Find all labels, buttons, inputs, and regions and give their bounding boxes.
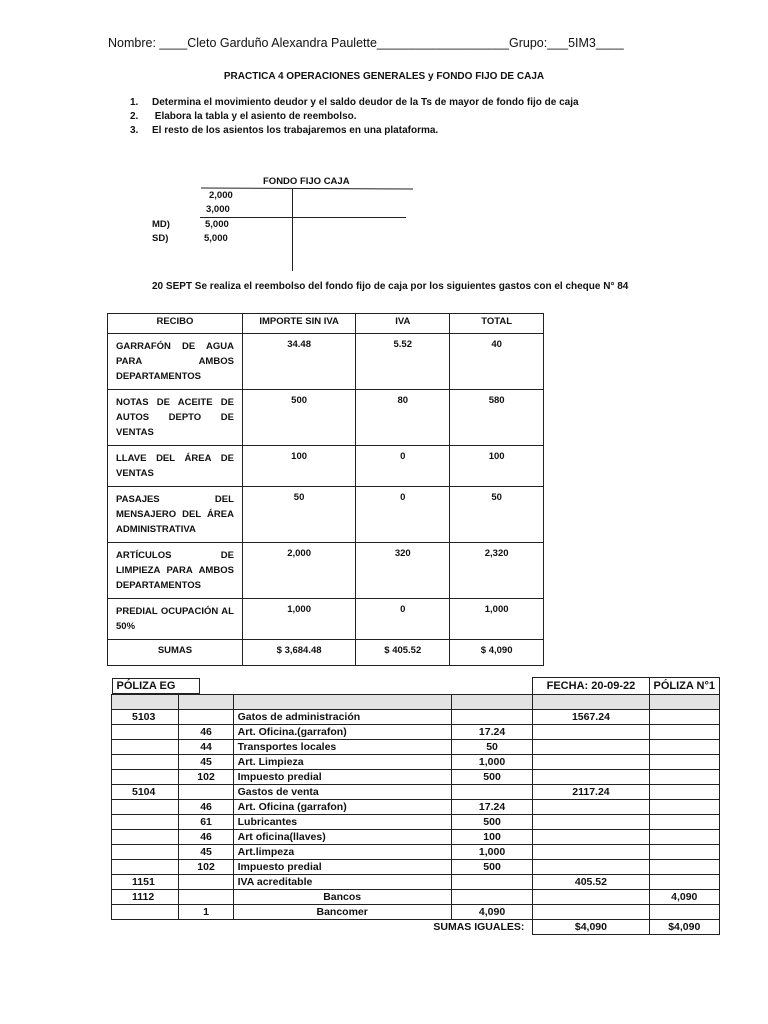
md-label: MD) [152, 219, 170, 230]
subcuenta-cell: 45 [179, 844, 233, 859]
total-cell: 40 [450, 334, 544, 390]
total-cell: 1,000 [450, 599, 544, 640]
concepto-cell: Gatos de administración [233, 709, 451, 724]
cuenta-cell [112, 739, 179, 754]
t-account-debit: 2,000 [209, 190, 233, 201]
cuenta-cell [112, 754, 179, 769]
cuenta-cell [112, 769, 179, 784]
table-row [108, 446, 544, 487]
debe-cell [533, 769, 649, 784]
debe-cell [533, 859, 649, 874]
recibo-cell: ARTÍCULOS DE LIMPIEZA PARA AMBOS DEPARTAMENTOS [108, 543, 243, 599]
concepto-cell: Gastos de venta [233, 784, 451, 799]
parcial-cell: 100 [451, 829, 533, 844]
poliza-sums-row [112, 919, 720, 934]
table-row [112, 769, 720, 784]
subcuenta-cell [179, 889, 233, 904]
importe-cell: 1,000 [242, 599, 355, 640]
recibos-table [107, 313, 544, 666]
importe-cell: 100 [242, 446, 355, 487]
importe-cell: 50 [242, 487, 355, 543]
subcuenta-cell: 61 [179, 814, 233, 829]
parcial-cell: 50 [451, 739, 533, 754]
concepto-cell: Art oficina(llaves) [233, 829, 451, 844]
cuenta-cell: 1112 [112, 889, 179, 904]
header-total: TOTAL [450, 314, 544, 334]
sums-label: SUMAS [108, 640, 243, 666]
table-row [108, 543, 544, 599]
parcial-cell [451, 784, 533, 799]
cuenta-cell: 1151 [112, 874, 179, 889]
debe-cell [533, 889, 649, 904]
total-cell: 2,320 [450, 543, 544, 599]
iva-cell: 320 [356, 543, 450, 599]
concepto-cell: Impuesto predial [233, 769, 451, 784]
cuenta-cell: 5103 [112, 709, 179, 724]
table-row [112, 799, 720, 814]
cuenta-cell [112, 799, 179, 814]
importe-cell: 2,000 [242, 543, 355, 599]
cuenta-cell [112, 904, 179, 919]
header-recibo: RECIBO [108, 314, 243, 334]
table-row [108, 334, 544, 390]
haber-cell [649, 904, 720, 919]
sums-iva: $ 405.52 [356, 640, 450, 666]
total-cell: 100 [450, 446, 544, 487]
instruction-text: Determina el movimiento deudor y el saldo deudor de la Ts de mayor de fondo fijo de caja [152, 97, 579, 108]
header-importe: IMPORTE SIN IVA [242, 314, 355, 334]
importe-cell: 500 [242, 390, 355, 446]
debe-cell: 2117.24 [533, 784, 649, 799]
parcial-cell: 500 [451, 859, 533, 874]
debe-cell [533, 799, 649, 814]
parcial-cell: 17.24 [451, 724, 533, 739]
instruction-text: Elabora la tabla y el asiento de reembolso. [152, 111, 357, 122]
parcial-cell: 17.24 [451, 799, 533, 814]
sums-importe: $ 3,684.48 [242, 640, 355, 666]
cuenta-cell: 5104 [112, 784, 179, 799]
cuenta-cell [112, 814, 179, 829]
recibo-cell: PASAJES DEL MENSAJERO DEL ÁREA ADMINISTRATIVA [108, 487, 243, 543]
parcial-cell: 1,000 [451, 754, 533, 769]
t-account-debit: 3,000 [206, 204, 230, 215]
subcuenta-cell [179, 709, 233, 724]
concepto-cell: Art.limpeza [233, 844, 451, 859]
poliza-numero: PÓLIZA N°1 [649, 678, 720, 695]
table-row [112, 724, 720, 739]
haber-cell [649, 874, 720, 889]
table-row [112, 754, 720, 769]
debe-cell [533, 829, 649, 844]
haber-cell [649, 724, 720, 739]
concepto-cell: Bancos [233, 889, 451, 904]
haber-cell [649, 769, 720, 784]
sumas-iguales-label: SUMAS IGUALES: [433, 920, 525, 933]
haber-cell [649, 709, 720, 724]
subcuenta-cell: 1 [179, 904, 233, 919]
recibo-cell: NOTAS DE ACEITE DE AUTOS DEPTO DE VENTAS [108, 390, 243, 446]
concepto-cell: Lubricantes [233, 814, 451, 829]
t-account-top-line [201, 187, 413, 189]
t-account-vertical-line [292, 189, 293, 271]
cuenta-cell [112, 844, 179, 859]
sumas-debe: $4,090 [533, 919, 649, 934]
haber-cell [649, 784, 720, 799]
debe-cell [533, 754, 649, 769]
sd-label: SD) [152, 233, 169, 244]
iva-cell: 0 [356, 446, 450, 487]
total-cell: 580 [450, 390, 544, 446]
poliza-fecha: FECHA: 20-09-22 [533, 678, 649, 695]
recibo-cell: PREDIAL OCUPACIÓN AL 50% [108, 599, 243, 640]
reembolso-statement: 20 SEPT Se realiza el reembolso del fondo fijo de caja por los siguientes gastos con el cheque N° 84 [152, 281, 629, 292]
concepto-cell: Bancomer [233, 904, 451, 919]
cuenta-cell [112, 724, 179, 739]
subcuenta-cell: 46 [179, 724, 233, 739]
table-row [112, 889, 720, 904]
debe-cell [533, 724, 649, 739]
parcial-cell: 500 [451, 769, 533, 784]
iva-cell: 80 [356, 390, 450, 446]
instruction-number: 1. [130, 97, 139, 108]
header-iva: IVA [356, 314, 450, 334]
iva-cell: 0 [356, 487, 450, 543]
debe-cell [533, 814, 649, 829]
debe-cell [533, 739, 649, 754]
concepto-cell: Transportes locales [233, 739, 451, 754]
page-title: PRACTICA 4 OPERACIONES GENERALES y FONDO FIJO DE CAJA [223, 71, 545, 82]
poliza-table [111, 677, 720, 935]
table-row [108, 599, 544, 640]
subcuenta-cell: 102 [179, 769, 233, 784]
instruction-text: El resto de los asientos los trabajaremos en una plataforma. [152, 125, 439, 136]
poliza-label: PÓLIZA EG [112, 678, 200, 694]
haber-cell [649, 814, 720, 829]
parcial-cell: 500 [451, 814, 533, 829]
sums-total: $ 4,090 [450, 640, 544, 666]
subcuenta-cell: 45 [179, 754, 233, 769]
importe-cell: 34.48 [242, 334, 355, 390]
table-row [112, 784, 720, 799]
student-name-line: Nombre: ____Cleto Garduño Alexandra Paulette___________________Grupo:___5IM3____ [108, 36, 624, 50]
recibo-cell: GARRAFÓN DE AGUA PARA AMBOS DEPARTAMENTOS [108, 334, 243, 390]
table-row [112, 844, 720, 859]
instruction-number: 2. [130, 111, 139, 122]
table-row [112, 829, 720, 844]
debe-cell [533, 904, 649, 919]
haber-cell [649, 799, 720, 814]
haber-cell [649, 829, 720, 844]
table-row [108, 487, 544, 543]
subcuenta-cell: 46 [179, 829, 233, 844]
debe-cell [533, 844, 649, 859]
haber-cell [649, 859, 720, 874]
subcuenta-cell: 44 [179, 739, 233, 754]
total-cell: 50 [450, 487, 544, 543]
iva-cell: 5.52 [356, 334, 450, 390]
table-row [112, 874, 720, 889]
instruction-number: 3. [130, 125, 139, 136]
parcial-cell [451, 874, 533, 889]
table-row [108, 390, 544, 446]
concepto-cell: Art. Oficina (garrafon) [233, 799, 451, 814]
instruction-3 [130, 125, 438, 136]
recibo-cell: LLAVE DEL ÁREA DE VENTAS [108, 446, 243, 487]
haber-cell: 4,090 [649, 889, 720, 904]
subcuenta-cell: 102 [179, 859, 233, 874]
subcuenta-cell [179, 784, 233, 799]
table-row [112, 814, 720, 829]
haber-cell [649, 739, 720, 754]
cuenta-cell [112, 859, 179, 874]
debe-cell: 405.52 [533, 874, 649, 889]
parcial-cell: 4,090 [451, 904, 533, 919]
parcial-cell [451, 709, 533, 724]
concepto-cell: IVA acreditable [233, 874, 451, 889]
concepto-cell: Impuesto predial [233, 859, 451, 874]
t-account-sum-line [200, 217, 406, 218]
md-value: 5,000 [205, 219, 229, 230]
poliza-blank-row [112, 694, 720, 709]
concepto-cell: Art. Limpieza [233, 754, 451, 769]
sums-row [108, 640, 544, 666]
table-row [112, 904, 720, 919]
instruction-2 [130, 111, 357, 122]
table-row [112, 709, 720, 724]
sumas-haber: $4,090 [649, 919, 720, 934]
table-row [112, 739, 720, 754]
parcial-cell: 1,000 [451, 844, 533, 859]
haber-cell [649, 844, 720, 859]
t-account-title: FONDO FIJO CAJA [263, 176, 350, 187]
concepto-cell: Art. Oficina.(garrafon) [233, 724, 451, 739]
haber-cell [649, 754, 720, 769]
poliza-header-row [112, 678, 720, 695]
debe-cell: 1567.24 [533, 709, 649, 724]
table-header-row [108, 314, 544, 334]
subcuenta-cell: 46 [179, 799, 233, 814]
sd-value: 5,000 [204, 233, 228, 244]
iva-cell: 0 [356, 599, 450, 640]
instruction-1 [130, 97, 579, 108]
parcial-cell [451, 889, 533, 904]
subcuenta-cell [179, 874, 233, 889]
cuenta-cell [112, 829, 179, 844]
table-row [112, 859, 720, 874]
